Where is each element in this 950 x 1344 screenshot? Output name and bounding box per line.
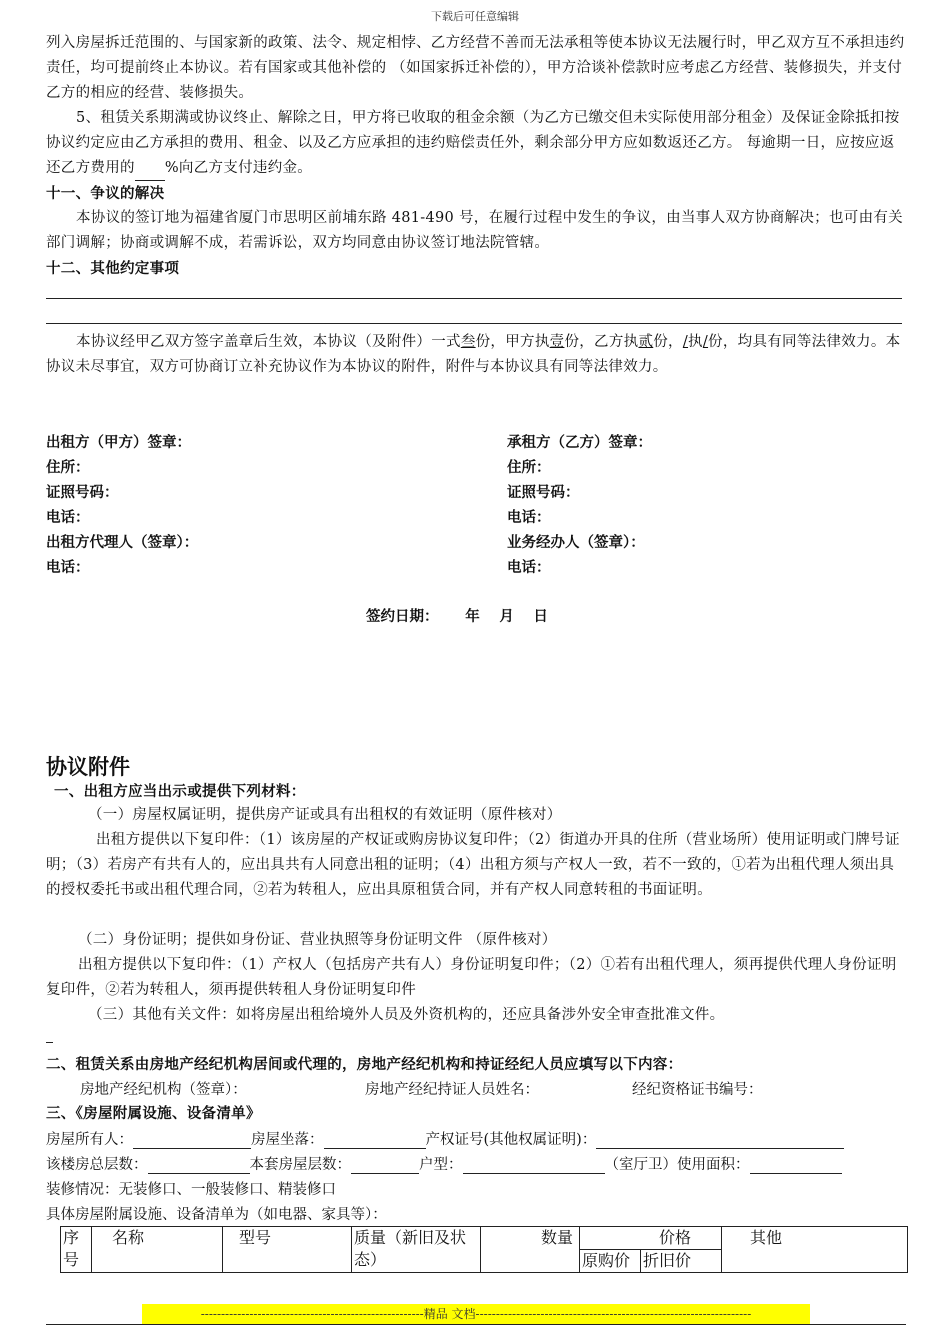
total-floors-field[interactable] bbox=[148, 1157, 250, 1174]
lessee-address-label: 住所： bbox=[507, 459, 551, 476]
equipment-table bbox=[60, 1226, 908, 1273]
unit-floor-label: 本套房屋层数： bbox=[249, 1157, 351, 1173]
col-qty: 数量 bbox=[481, 1227, 580, 1273]
location-field[interactable] bbox=[324, 1132, 426, 1149]
lessor-agent-label: 出租方代理人（签章）： bbox=[46, 534, 199, 551]
property-row-2 bbox=[46, 1153, 842, 1174]
blank-line-1 bbox=[46, 298, 902, 299]
effect-text-b: 份，甲方执 bbox=[475, 334, 550, 350]
stray-mark bbox=[46, 1042, 53, 1043]
footer-rule bbox=[46, 1324, 906, 1325]
dispute-paragraph: 本协议的签订地为福建省厦门市思明区前埔东路 481-490 号，在履行过程中发生的争议，由当事人双方协商解决；也可由有关部门调解；协商或调解不成，若需诉讼，双方均同意由协议签订地法院管辖。 bbox=[46, 210, 903, 251]
clause-paragraph-1: 列入房屋拆迁范围的、与国家新的政策、法令、规定相悖、乙方经营不善而无法承租等使本协议无法履行时，甲乙双方互不承担违约责任，均可提前终止本协议。若有国家或其他补偿的 （如国家拆迁补偿的），甲方洽谈补偿款时应考虑乙方经营、装修损失，并支付乙方的相应的经营、装修损失。 bbox=[46, 35, 905, 101]
layout-field[interactable] bbox=[463, 1157, 605, 1174]
unit-floor-field[interactable] bbox=[351, 1157, 419, 1174]
copies-party-b: 贰 bbox=[638, 334, 654, 350]
effect-text-e: 执 bbox=[688, 334, 703, 350]
cert-no-field[interactable] bbox=[596, 1132, 844, 1149]
copies-total: 叁 bbox=[460, 334, 476, 350]
lessor-agent-phone-label: 电话： bbox=[46, 559, 90, 576]
col-seq: 序号 bbox=[61, 1227, 92, 1273]
agent-name-label: 房地产经纪持证人员姓名： bbox=[365, 1082, 539, 1098]
property-row-1 bbox=[46, 1128, 844, 1149]
location-label: 房屋坐落： bbox=[251, 1132, 324, 1148]
appendix-item-1-1-body: 出租方提供以下复印件：（1）该房屋的产权证或购房协议复印件；（2）街道办开具的住所（营业场所）使用证明或门牌号证明；（3）若房产有共有人的，应出具共有人同意出租的证明；（4）出租方须与产权人一致，若不一致的，①若为出租代理人须出具的授权委托书或出租代理合同，②若为转租人，应出具原租赁合同，并有产权人同意转租的书面证明。 bbox=[46, 832, 900, 898]
clause-paragraph-2-text: 5、租赁关系期满或协议终止、解除之日，甲方将已收取的租金余额（为乙方已缴交但未实际使用部分租金）及保证金除抵扣按协议约定应由乙方承担的费用、租金、以及乙方应承担的违约赔偿责任外，剩余部分甲方应如数返还乙方。 每逾期一日，应按应返还乙方费用的 bbox=[46, 110, 900, 176]
decoration-row: 装修情况：无装修口、一般装修口、精装修口 bbox=[46, 1182, 336, 1198]
owner-label: 房屋所有人： bbox=[46, 1132, 133, 1148]
lessor-signature-block bbox=[46, 430, 198, 580]
area-field[interactable] bbox=[750, 1157, 842, 1174]
copies-other-count: / bbox=[702, 334, 709, 350]
col-name: 名称 bbox=[92, 1227, 223, 1273]
section-11-heading: 十一、争议的解决 bbox=[46, 185, 165, 202]
col-other: 其他 bbox=[722, 1227, 908, 1273]
owner-field[interactable] bbox=[133, 1132, 251, 1149]
appendix-section-1-heading: 一、出租方应当出示或提供下列材料： bbox=[54, 783, 306, 800]
col-price: 价格 bbox=[580, 1227, 722, 1250]
lessor-phone-label: 电话： bbox=[46, 509, 90, 526]
clause-paragraph-2 bbox=[46, 106, 908, 181]
effect-text-c: 份，乙方执 bbox=[564, 334, 639, 350]
penalty-rate-blank bbox=[135, 164, 165, 181]
blank-line-2 bbox=[46, 323, 902, 324]
section-12-heading: 十二、其他约定事项 bbox=[46, 260, 180, 277]
agency-seal-label: 房地产经纪机构（签章）： bbox=[80, 1082, 247, 1098]
cert-no-label: 产权证号(其他权属证明)： bbox=[425, 1132, 597, 1148]
lessee-id-label: 证照号码： bbox=[507, 484, 580, 501]
lessee-phone-label: 电话： bbox=[507, 509, 551, 526]
appendix-section-2-heading: 二、租赁关系由房地产经纪机构居间或代理的，房地产经纪机构和持证经纪人员应填写以下内容： bbox=[46, 1056, 683, 1073]
appendix-section-3-heading: 三、《房屋附属设施、设备清单》 bbox=[46, 1105, 261, 1122]
total-floors-label: 该楼房总层数： bbox=[46, 1157, 148, 1173]
lessor-id-label: 证照号码： bbox=[46, 484, 119, 501]
lessee-signature-block bbox=[507, 430, 652, 580]
page-header: 下载后可任意编辑 bbox=[431, 10, 519, 23]
lessee-handler-phone-label: 电话： bbox=[507, 559, 551, 576]
effect-paragraph bbox=[46, 330, 908, 380]
col-depr-price: 折旧价 bbox=[641, 1250, 722, 1273]
appendix-title: 协议附件 bbox=[46, 754, 130, 779]
lessee-handler-label: 业务经办人（签章）： bbox=[507, 534, 645, 551]
lessee-seal-label: 承租方（乙方）签章： bbox=[507, 434, 652, 451]
table-header-row bbox=[61, 1227, 908, 1250]
appendix-item-1-3: （三）其他有关文件：如将房屋出租给境外人员及外资机构的，还应具备涉外安全审查批准文件。 bbox=[88, 1007, 725, 1023]
area-label: （室厅卫）使用面积： bbox=[604, 1157, 750, 1173]
page-footer: -------------------------------------------------------精品 文档-------------------------------------------------------------------- bbox=[142, 1304, 810, 1324]
lessor-seal-label: 出租方（甲方）签章： bbox=[46, 434, 191, 451]
layout-label: 户型： bbox=[419, 1157, 463, 1173]
appendix-item-1-2: （二）身份证明；提供如身份证、营业执照等身份证明文件 （原件核对） bbox=[78, 932, 557, 948]
effect-text-d: 份， bbox=[653, 334, 683, 350]
signing-date: 签约日期： 年 月 日 bbox=[366, 608, 548, 625]
effect-text-f: 份，均具有同等法律效力。本协议未尽事宜，双方可协商订立补充协议作为本协议的附件，附件与本协议具有同等法律效力。 bbox=[46, 334, 901, 375]
col-orig-price: 原购价 bbox=[580, 1250, 641, 1273]
appendix-item-1-1: （一）房屋权属证明，提供房产证或具有出租权的有效证明（原件核对） bbox=[88, 807, 562, 823]
clause-paragraph-2-tail: %向乙方支付违约金。 bbox=[164, 160, 313, 176]
lessor-address-label: 住所： bbox=[46, 459, 90, 476]
col-quality: 质量（新旧及状态） bbox=[352, 1227, 481, 1273]
copies-other-party: / bbox=[682, 334, 689, 350]
agent-cert-label: 经纪资格证书编号： bbox=[632, 1082, 763, 1098]
effect-text-a: 本协议经甲乙双方签字盖章后生效，本协议（及附件）一式 bbox=[76, 334, 461, 350]
copies-party-a: 壹 bbox=[549, 334, 565, 350]
appendix-item-1-2-body: 出租方提供以下复印件：（1）产权人（包括房产共有人）身份证明复印件；（2）①若有出租代理人，须再提供代理人身份证明复印件，②若为转租人，须再提供转租人身份证明复印件 bbox=[46, 957, 897, 998]
col-model: 型号 bbox=[223, 1227, 352, 1273]
equipment-intro: 具体房屋附属设施、设备清单为（如电器、家具等）： bbox=[46, 1207, 387, 1223]
